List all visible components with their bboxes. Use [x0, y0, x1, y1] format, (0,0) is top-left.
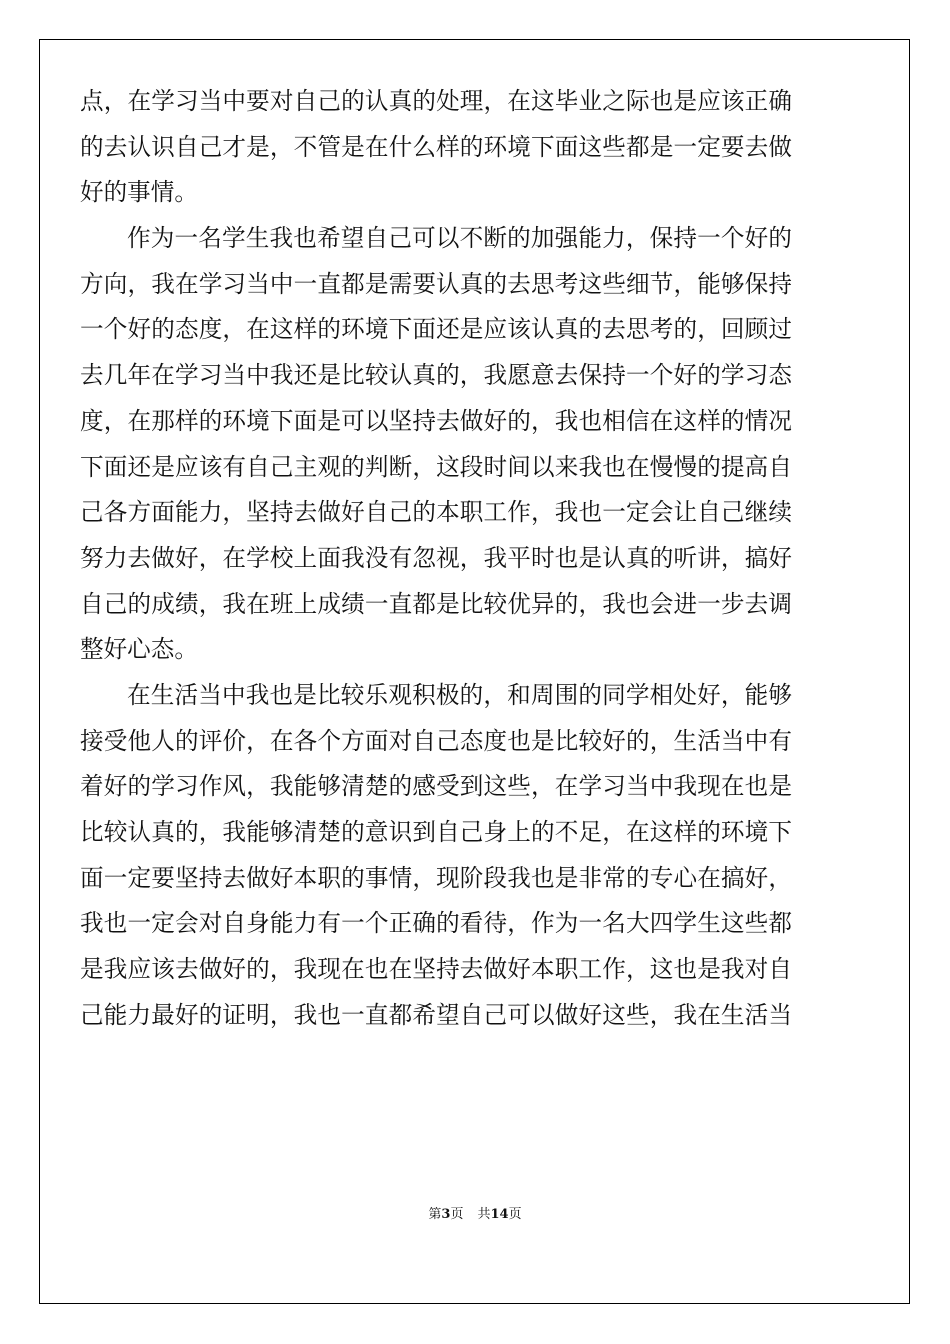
- paragraph-2-line: 度，在那样的环境下面是可以坚持去做好的，我也相信在这样的情况: [80, 406, 792, 435]
- paragraph-3-line: 面一定要坚持去做好本职的事情，现阶段我也是非常的专心在搞好，: [80, 863, 792, 892]
- paragraph-3-line: 是我应该去做好的，我现在也在坚持去做好本职工作，这也是我对自: [80, 955, 792, 984]
- paragraph-3-line: 我也一定会对自身能力有一个正确的看待，作为一名大四学生这些都: [80, 909, 792, 938]
- paragraph-3-line: 接受他人的评价，在各个方面对自己态度也是比较好的，生活当中有: [80, 726, 792, 755]
- footer-total-prefix: 共: [477, 1207, 491, 1222]
- footer-page-number: 3: [441, 1207, 451, 1222]
- paragraph-1-line: 好的事情。: [80, 178, 198, 207]
- footer-total-suffix: 页: [508, 1207, 522, 1222]
- paragraph-2-line: 下面还是应该有自己主观的判断，这段时间以来我也在慢慢的提高自: [80, 452, 792, 481]
- paragraph-2-line: 努力去做好，在学校上面我没有忽视，我平时也是认真的听讲，搞好: [80, 543, 792, 572]
- paragraph-2-line: 作为一名学生我也希望自己可以不断的加强能力，保持一个好的: [127, 224, 792, 253]
- paragraph-2-line: 整好心态。: [80, 635, 198, 664]
- footer-total-pages: 14: [490, 1207, 509, 1222]
- paragraph-2-line: 去几年在学习当中我还是比较认真的，我愿意去保持一个好的学习态: [80, 361, 792, 390]
- document-body: [80, 79, 792, 1038]
- paragraph-2-line: 己各方面能力，坚持去做好自己的本职工作，我也一定会让自己继续: [80, 498, 792, 527]
- paragraph-2-line: 自己的成绩，我在班上成绩一直都是比较优异的，我也会进一步去调: [80, 589, 792, 618]
- paragraph-2-line: 方向，我在学习当中一直都是需要认真的去思考这些细节，能够保持: [80, 269, 792, 298]
- paragraph-3-line: 己能力最好的证明，我也一直都希望自己可以做好这些，我在生活当: [80, 1000, 792, 1029]
- footer-page-suffix: 页: [450, 1207, 464, 1222]
- paragraph-1-line: 点，在学习当中要对自己的认真的处理，在这毕业之际也是应该正确: [80, 87, 792, 115]
- page-footer: [0, 1206, 950, 1224]
- paragraph-3-line: 在生活当中我也是比较乐观积极的，和周围的同学相处好，能够: [127, 680, 792, 709]
- paragraph-3-line: 比较认真的，我能够清楚的意识到自己身上的不足，在这样的环境下: [80, 818, 792, 846]
- paragraph-1-line: 的去认识自己才是，不管是在什么样的环境下面这些都是一定要去做: [80, 132, 792, 161]
- footer-prefix: 第: [428, 1207, 442, 1222]
- paragraph-3-line: 着好的学习作风，我能够清楚的感受到这些，在学习当中我现在也是: [80, 772, 792, 801]
- paragraph-2-line: 一个好的态度，在这样的环境下面还是应该认真的去思考的，回顾过: [80, 315, 792, 344]
